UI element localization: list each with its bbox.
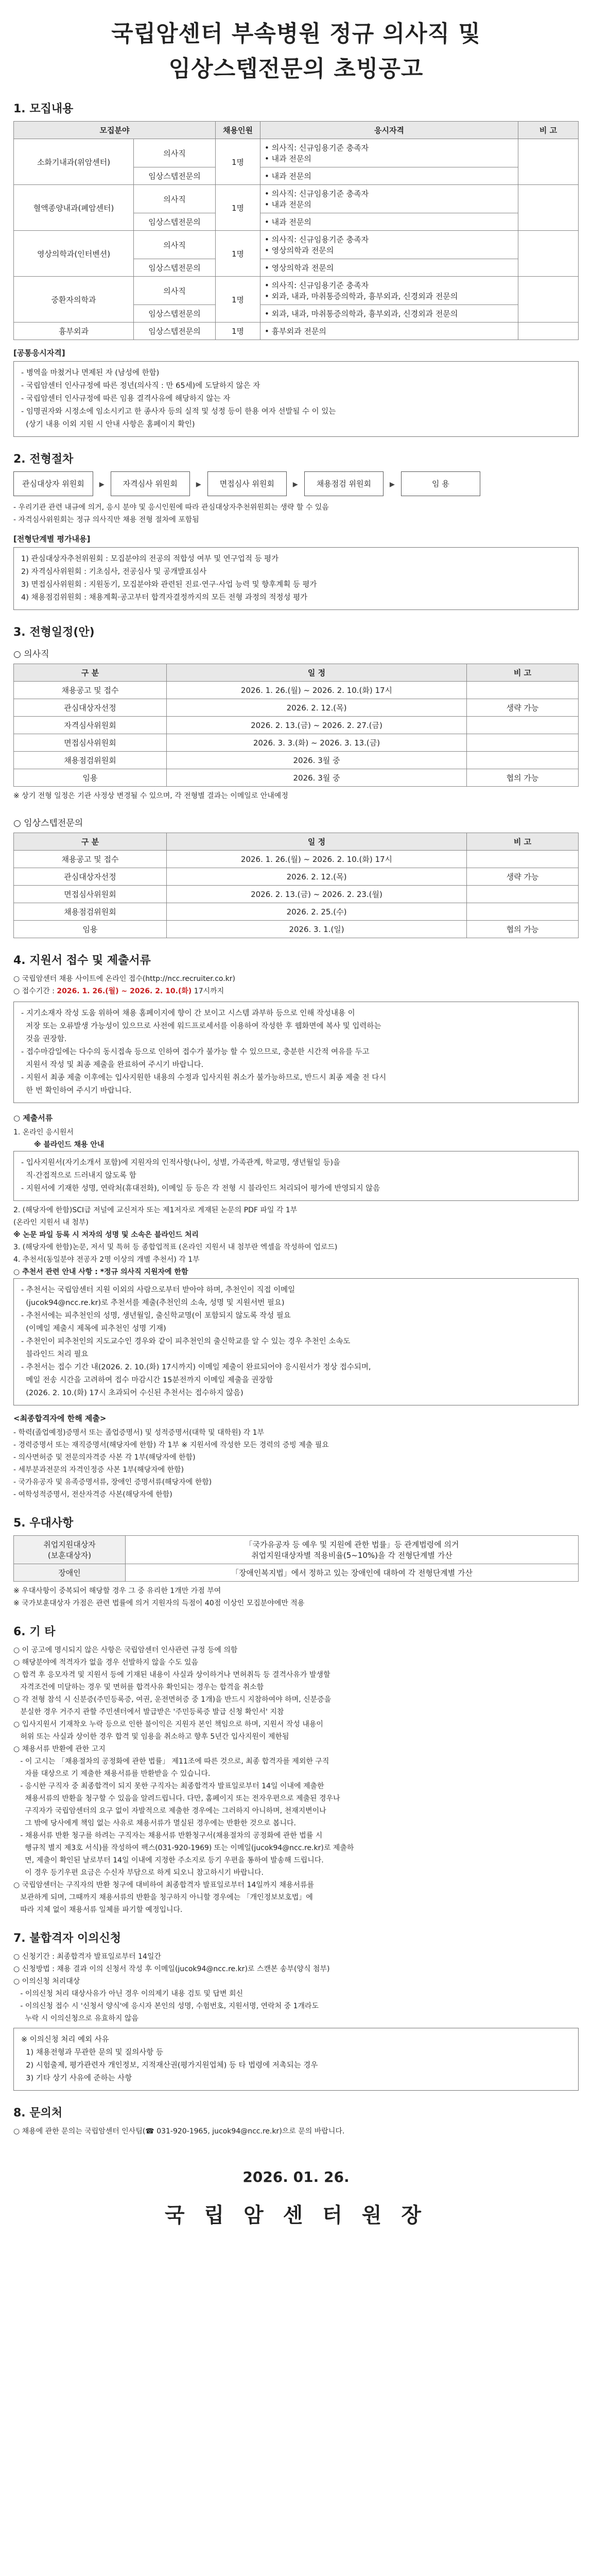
text-line: ○ 국립암센터는 구직자의 반환 청구에 대비하여 최종합격자 발표일로부터 14일까지 채용서류를 [13,1881,314,1889]
text-line: - 지기소재자 작성 도움 위하여 채용 홈페이지에 향이 간 보이고 시스템 과부하 등으로 인해 작성내용 이 [21,1009,355,1018]
table-row [14,851,579,868]
schedule-cell: 임용 [14,769,167,787]
schedule-cell: 협의 가능 [467,921,579,938]
text-line: 것을 권장함. [21,1035,67,1043]
period-label: ○ 접수기간 : [13,987,57,995]
col-header: 응시자격 [260,122,518,139]
count-cell: 1명 [216,323,260,340]
text-line: - 국립암센터 인사규정에 따른 정년(의사직 : 만 65세)에 도달하지 않은 자 [21,382,260,390]
schedule-cell [467,752,579,769]
text-line: - 자격심사위원회는 정규 의사직만 채용 전형 절차에 포함됨 [13,516,199,524]
submit-item-2: 2. (해당자에 한함)SCI급 저널에 교신저자 또는 제1저자로 게재된 논문의 PDF 파일 각 1부 [13,1206,298,1214]
col-header: 비 고 [467,833,579,851]
text-line: ○ 이 공고에 명시되지 않은 사항은 국립암센터 인사관련 규정 등에 의함 [13,1646,238,1654]
notice-date: 2026. 01. 26. [242,2168,350,2185]
text-line: ※ 이의신청 처리 예외 사유 [21,2036,109,2044]
qual-cell [260,323,518,340]
qual-line: • 내과 전문의 [265,217,311,227]
process-notes [13,501,579,526]
text-line: - 국가유공자 및 유족증명서류, 장애인 증명서류(해당자에 한함) [13,1478,212,1486]
table-row [14,1536,579,1564]
schedule-cell: 면접심사위원회 [14,886,167,903]
text-line: 1) 채용전형과 무관한 문의 및 질의사항 등 [21,2048,163,2057]
table-row [14,699,579,717]
count-cell: 1명 [216,185,260,231]
table-row [14,717,579,734]
text-line: - 입사지원서(자기소개서 포함)에 지원자의 인적사항(나이, 성별, 가족관계, 학교명, 생년월일 등)을 [21,1159,341,1167]
schedule-subheading: ○ 임상스텝전문의 [13,818,83,828]
col-header: 일 정 [167,833,467,851]
title-line-1: 국립암센터 부속병원 정규 의사직 및 [111,21,481,47]
col-header: 일 정 [167,664,467,682]
section-heading: 2. 전형절차 [13,453,74,466]
section-heading: 5. 우대사항 [13,1517,74,1530]
criteria-box [13,547,579,610]
table-row [14,231,579,259]
schedule-cell: 2026. 2. 12.(목) [167,868,467,886]
qual-cell [260,167,518,185]
text-line: 보관하게 되며, 그때까지 채용서류의 반환을 청구하지 아니할 경우에는 「개인정보보호법」에 [13,1893,313,1902]
misc-lines [13,1644,579,1916]
text-line: 저장 또는 오류발생 가능성이 있으므로 사전에 워드프로세서를 이용하여 작성한 후 웹화면에 복사 및 입력하는 [21,1022,381,1030]
type-cell: 임상스텝전문의 [134,305,216,323]
text-line: 자격조건에 미달하는 경우 및 면허를 합격사유 확인되는 경우는 합격을 취소함 [13,1683,264,1691]
apply-period-line [13,985,579,997]
submit-item-2-note: ※ 논문 파일 등록 시 저자의 성명 및 소속은 블라인드 처리 [13,1231,199,1239]
blind-box [13,1151,579,1201]
qual-line: • 의사직: 신규임용기준 충족자 [265,235,369,244]
process-step: 자격심사 위원회 [111,471,190,496]
section-heading: 1. 모집내용 [13,103,74,115]
contact-line[interactable]: ○ 채용에 관한 문의는 국립암센터 인사팀(☎ 031-920-1965, jucok94@ncc.re.kr)으로 문의 바랍니다. [13,2127,345,2136]
table-row [14,1564,579,1582]
col-header: 비 고 [518,122,579,139]
schedule-cell: 생략 가능 [467,699,579,717]
schedule-cell [467,903,579,921]
text-line: - 이 고시는 「채용절차의 공정화에 관한 법률」 제11조에 따른 것으로, 최종 합격자를 제외한 구직 [13,1757,329,1766]
table-row [14,185,579,213]
preference-table [13,1535,579,1582]
qual-line: • 영상의학과 전문의 [265,246,334,255]
text-line: 따라 지체 없이 채용서류 일체를 파기할 예정입니다. [13,1906,183,1914]
recruit-table [13,121,579,340]
process-step: 관심대상자 위원회 [13,471,93,496]
text-line: 3) 면접심사위원회 : 지원동기, 모집분야와 관련된 진료·연구·사업 능력 및 향후계획 등 평가 [21,581,317,589]
text-line: ○ 입사지원서 기재착오 누락 등으로 인한 불이익은 지원자 본인 책임으로 하며, 지원서 작성 내용이 [13,1720,323,1728]
text-line: 그 밖에 당사에게 책임 없는 사유로 채용서류가 멸실된 경우에는 반환한 것으로 봅니다. [13,1819,296,1827]
text-line: 메일 전송 시간을 고려하여 접수 마감시간 15분전까지 이메일 제출을 권장함 [21,1376,273,1384]
type-cell: 의사직 [134,277,216,305]
text-line: ○ 채용서류 반환에 관한 고지 [13,1745,106,1753]
arrow-icon: ▸ [196,478,201,490]
qual-line: • 의사직: 신규임용기준 충족자 [265,143,369,152]
text-line: ※ 우대사항이 중복되어 해당할 경우 그 중 유리한 1개만 가점 부여 [13,1587,221,1595]
table-row [14,903,579,921]
schedule-cell: 관심대상자선정 [14,868,167,886]
text-line: ○ 해당분야에 적격자가 없을 경우 선발하지 않을 수도 있음 [13,1658,198,1667]
qual-cell [260,139,518,167]
text-line: 3) 기타 상기 사유에 준하는 사항 [21,2074,132,2082]
pref-detail: 「국가유공자 등 예우 및 지원에 관한 법률」등 관계법령에 의거 취업지원대상자별 적용비율(5~10%)을 각 전형단계별 가산 [126,1536,579,1564]
qual-line: • 내과 전문의 [265,172,311,181]
schedule-cell: 채용점검위원회 [14,903,167,921]
period-dates: 2026. 1. 26.(월) ~ 2026. 2. 10.(화) [57,987,192,995]
text-line: - 채용서류 반환 청구를 하려는 구직자는 채용서류 반환청구서(채용절차의 공정화에 관한 법률 시 [13,1832,323,1840]
text-line: ○ 각 전형 참석 시 신분증(주민등록증, 여권, 운전면허증 중 1개)을 반드시 지참하여야 하며, 신분증을 [13,1696,332,1704]
schedule-cell: 채용공고 및 접수 [14,851,167,868]
submit-item-1: 1. 온라인 응시원서 [13,1128,74,1137]
type-cell: 임상스텝전문의 [134,213,216,231]
schedule-cell: 면접심사위원회 [14,734,167,752]
schedule-cell [467,886,579,903]
qual-line: • 내과 전문의 [265,154,311,163]
text-line: - 추천서는 접수 기간 내(2026. 2. 10.(화) 17시까지) 이메일 제출이 완료되어야 응시원서가 정상 접수되며, [21,1363,371,1371]
pref-category: 장애인 [14,1564,126,1582]
schedule-cell [467,717,579,734]
text-line: - 응시한 구직자 중 최종합격이 되지 못한 구직자는 최종합격자 발표일로부터 14일 이내에 제출한 [13,1782,324,1790]
section-contact [13,2104,579,2138]
process-step: 채용점검 위원회 [304,471,384,496]
schedule-table-doctor [13,664,579,787]
text-line: - 이의신청 처리 대상사유가 아닌 경우 이의제기 내용 검토 및 답변 회신 [13,1990,243,1998]
count-cell: 1명 [216,231,260,277]
qual-line: • 외과, 내과, 마취통증의학과, 흉부외과, 신경외과 전문의 [265,309,458,318]
section-process [13,450,579,610]
text-line: - 여학성적증명서, 전산자격증 사본(해당자에 한함) [13,1490,172,1499]
schedule-note: ※ 상기 전형 일정은 기관 사정상 변경될 수 있으며, 각 전형별 결과는 이메일로 안내예정 [13,792,288,800]
col-header: 구 분 [14,833,167,851]
type-cell: 의사직 [134,185,216,213]
text-line: 2) 시험출제, 평가관련자 개인정보, 지적재산권(평가지원업체) 등 타 법령에 저촉되는 경우 [21,2061,318,2070]
col-header: 모집분야 [14,122,216,139]
text-line: 직·간접적으로 드러내지 않도록 함 [21,1172,136,1180]
text-line: ※ 국가보훈대상자 가점은 관련 법률에 의거 지원자의 득점이 40점 이상인 모집분야에만 적용 [13,1599,305,1607]
page-title [0,16,592,87]
text-line: 분실한 경우 거주지 관할 주민센터에서 발급받은 '주민등록증 발급 신청 확인서' 지참 [13,1708,284,1716]
text-line: (jucok94@ncc.re.kr)로 추천서를 제출(추천인의 소속, 성명 및 지원서번 필요) [21,1299,285,1307]
title-line-2: 임상스텝전문의 초빙공고 [168,56,424,82]
section-heading: 7. 불합격자 이의신청 [13,1932,121,1945]
submit-item-3: 3. (해당자에 한함)논문, 저서 및 특허 등 종합업적표 (온라인 지원서 내 첨부란 엑셀을 작성하여 업로드) [13,1243,338,1251]
schedule-cell: 2026. 3월 중 [167,769,467,787]
text-line: 구직자가 국립암센터의 요구 없이 자발적으로 제출한 경우에는 그러하지 아니하며, 천재지변이나 [13,1807,326,1815]
dept-cell: 혈액종양내과(폐암센터) [14,185,134,231]
text-line: - 경력증명서 또는 재직증명서(해당자에 한함) 각 1부 ※ 지원서에 작성한 모든 경력의 증빙 제출 필요 [13,1441,329,1449]
qual-line: • 흉부외과 전문의 [265,327,326,336]
submit-item-4: 4. 추천서(동일분야 전공자 2명 이상의 개별 추천서) 각 1부 [13,1256,200,1264]
text-line: 2) 자격심사위원회 : 기초심사, 전공심사 및 공개발표심사 [21,568,207,576]
remark-cell [518,323,579,340]
apply-caution-box [13,1002,579,1103]
text-line: 행규칙 별지 제3호 서식)를 작성하여 팩스(031-920-1969) 또는 이메일(jucok94@ncc.re.kr)로 제출하 [13,1844,354,1852]
section-misc [13,1623,579,1916]
section-preference [13,1514,579,1609]
table-row [14,734,579,752]
remark-cell [518,277,579,323]
section-recruit [13,100,579,437]
pref-category: 취업지원대상자 (보훈대상자) [14,1536,126,1564]
schedule-cell: 관심대상자선정 [14,699,167,717]
schedule-cell: 2026. 3. 3.(화) ~ 2026. 3. 13.(금) [167,734,467,752]
recommend-box [13,1278,579,1405]
common-qual-box [13,361,579,437]
process-step: 임 용 [401,471,480,496]
text-line: - 세부분과전문의 자격인정증 사본 1부(해당자에 한함) [13,1466,184,1474]
apply-site-line [13,973,579,985]
text-line: - 우리기관 관련 내규에 의거, 응시 분야 및 응시인원에 따라 관심대상자추천위원회는 생략 할 수 있음 [13,503,329,512]
table-row [14,752,579,769]
text-line: - 추천서에는 피추천인의 성명, 생년월일, 출신학교명(이 포함되지 않도록 작성 필요 [21,1312,291,1320]
schedule-subheading: ○ 의사직 [13,649,49,659]
schedule-table-staff [13,833,579,938]
dept-cell: 소화기내과(위암센터) [14,139,134,185]
arrow-icon: ▸ [292,478,298,490]
table-row [14,277,579,305]
process-flow [13,471,579,496]
text-line: - 접수마감일에는 다수의 동시접속 등으로 인하여 접수가 불가능 할 수 있으므로, 충분한 시간적 여유를 두고 [21,1048,370,1056]
submit-item-2-sub: (온라인 지원서 내 첨부) [13,1218,89,1227]
schedule-cell: 2026. 2. 12.(목) [167,699,467,717]
common-qual-heading: [공통응시자격] [13,348,65,358]
text-line: ○ 신청방법 : 채용 결과 이의 신청서 작성 후 이메일(jucok94@ncc.re.kr)로 스캔본 송부(양식 첨부) [13,1965,330,1973]
arrow-icon: ▸ [389,478,395,490]
type-cell: 의사직 [134,139,216,167]
section-heading: 3. 전형일정(안) [13,626,95,639]
appeal-lines [13,1951,579,2025]
section-schedule [13,623,579,938]
arrow-icon: ▸ [99,478,105,490]
text-line: 블라인드 처리 필요 [21,1350,89,1359]
recommend-info: ○ 추천서 관련 안내 사항 : *정규 의사직 지원자에 한함 [13,1268,188,1276]
text-line: - 임명권자와 시정소에 임소시키고 한 종사자 등의 실적 및 성정 등이 한용 여자 선발될 수 이 있는 [21,408,336,416]
appeal-exception-box [13,2028,579,2091]
final-docs-list [13,1427,579,1501]
text-line: 면, 제출이 확인된 날로부터 14일 이내에 지정한 주소지로 등기 우편을 통하여 발송해 드립니다. [13,1856,324,1865]
qual-cell [260,185,518,213]
schedule-cell: 채용점검위원회 [14,752,167,769]
text-line: - 의사면허증 및 전문의자격증 사본 각 1부(해당자에 한함) [13,1453,196,1462]
text-line: 자를 대상으로 기 제출한 채용서류를 반환받을 수 있습니다. [13,1770,211,1778]
qual-line: • 의사직: 신규임용기준 충족자 [265,281,369,290]
table-row [14,868,579,886]
text-line: - 지원서에 기재한 성명, 연락처(휴대전화), 이메일 등 등은 각 전형 시 블라인드 처리되어 평가에 반영되지 않음 [21,1184,380,1193]
type-cell: 임상스텝전문의 [134,167,216,185]
type-cell: 임상스텝전문의 [134,259,216,277]
preference-notes [13,1585,579,1609]
text-line: ○ 합격 후 응모자격 및 지원서 등에 기재된 내용이 사실과 상이하거나 면허취득 등 결격사유가 발생할 [13,1671,330,1679]
process-step: 면접심사 위원회 [207,471,287,496]
schedule-cell: 협의 가능 [467,769,579,787]
col-header: 구 분 [14,664,167,682]
text-line: 이 경우 등기우편 요금은 수신자 부담으로 하게 되오니 참고하시기 바랍니다. [13,1869,264,1877]
text-line: - 병역을 마쳤거나 면제된 자 (남성에 한함) [21,369,160,377]
pref-detail: 「장애인복지법」에서 정하고 있는 장애인에 대하여 각 전형단계별 가산 [126,1564,579,1582]
section-heading: 6. 기 타 [13,1625,56,1638]
schedule-cell: 2026. 3월 중 [167,752,467,769]
qual-cell [260,259,518,277]
period-deadline: 17시까지 [191,987,224,995]
schedule-cell: 2026. 1. 26.(월) ~ 2026. 2. 10.(화) 17시 [167,851,467,868]
text-line: ○ 신청기간 : 최종합격자 발표일로부터 14일간 [13,1953,161,1961]
text-line: (2026. 2. 10.(화) 17시 초과되어 수신된 추천서는 접수하지 않음) [21,1389,243,1397]
criteria-heading: [전형단계별 평가내용] [13,534,91,544]
final-docs-heading: <최종합격자에 한해 제출> [13,1414,107,1423]
text-line: 4) 채용점검위원회 : 채용계획·공고부터 합격자결정까지의 모든 전형 과정의 적정성 평가 [21,594,308,602]
qual-cell [260,231,518,259]
text-line: (상기 내용 이외 지원 시 안내 사항은 홈페이지 확인) [21,420,195,429]
text-line: - 국립암센터 인사규정에 따른 임용 결격사유에 해당하지 않는 자 [21,395,231,403]
dept-cell: 중환자의학과 [14,277,134,323]
schedule-cell: 2026. 2. 13.(금) ~ 2026. 2. 23.(월) [167,886,467,903]
apply-site-text[interactable]: ○ 국립암센터 채용 사이트에 온라인 접수(http://ncc.recruiter.co.kr) [13,975,236,983]
text-line: - 지원서 최종 제출 이후에는 입사지원한 내용의 수정과 입사지원 취소가 불가능하므로, 반드시 최종 제출 전 다시 [21,1074,387,1082]
schedule-cell: 생략 가능 [467,868,579,886]
qual-line: • 영상의학과 전문의 [265,263,334,273]
blind-notice: ※ 블라인드 채용 안내 [34,1141,105,1149]
table-row [14,769,579,787]
schedule-cell [467,851,579,868]
qual-line: • 의사직: 신규임용기준 충족자 [265,189,369,198]
text-line: - 이의신청 접수 시 '신청서 양식'에 응시자 본인의 성명, 수험번호, 지원서명, 연락처 중 1개라도 [13,2002,319,2010]
schedule-cell: 2026. 2. 13.(금) ~ 2026. 2. 27.(금) [167,717,467,734]
schedule-cell [467,734,579,752]
text-line: 1) 관심대상자추천위원회 : 모집분야의 전공의 적합성 여부 및 연구업적 등 평가 [21,555,279,563]
section-application [13,952,579,1501]
table-row [14,139,579,167]
table-row [14,886,579,903]
remark-cell [518,139,579,185]
schedule-cell: 자격심사위원회 [14,717,167,734]
schedule-cell [467,682,579,699]
text-line: 채용서류의 반환을 청구할 수 있음을 알려드립니다. 다만, 홈페이지 또는 전자우편으로 제출된 경우나 [13,1794,340,1803]
text-line: 허위 또는 사실과 상이한 경우 합격 및 임용을 취소하고 향후 5년간 입사지원이 제한됨 [13,1733,289,1741]
table-row [14,921,579,938]
count-cell: 1명 [216,277,260,323]
schedule-cell: 임용 [14,921,167,938]
count-cell: 1명 [216,139,260,185]
schedule-cell: 2026. 2. 25.(수) [167,903,467,921]
text-line: - 추천서는 국립암센터 지원 이외의 사람으로부터 받아야 하며, 추천인이 직접 이메일 [21,1286,295,1294]
schedule-cell: 채용공고 및 접수 [14,682,167,699]
text-line: (이메일 제출시 제목에 피추천인 성명 기재) [21,1325,166,1333]
submit-heading: ○ 제출서류 [13,1113,53,1123]
text-line: - 추천인이 피추천인의 지도교수인 경우와 같이 피추천인의 출신학교를 알 수 있는 경우 추천인 소속도 [21,1337,351,1346]
section-heading: 8. 문의처 [13,2107,63,2120]
table-row [14,682,579,699]
text-line: 한 번 확인하여 주시기 바랍니다. [21,1087,132,1095]
text-line: ○ 이의신청 처리대상 [13,1977,80,1986]
schedule-cell: 2026. 1. 26.(월) ~ 2026. 2. 10.(화) 17시 [167,682,467,699]
section-heading: 4. 지원서 접수 및 제출서류 [13,954,151,967]
schedule-cell: 2026. 3. 1.(일) [167,921,467,938]
col-header: 채용인원 [216,122,260,139]
text-line: 지원서 작성 및 최종 제출을 완료하여 주시기 바랍니다. [21,1061,204,1069]
type-cell: 의사직 [134,231,216,259]
remark-cell [518,185,579,231]
col-header: 비 고 [467,664,579,682]
qual-cell [260,213,518,231]
qual-line: • 외과, 내과, 마취통증의학과, 흉부외과, 신경외과 전문의 [265,292,458,301]
qual-cell [260,305,518,323]
table-row [14,323,579,340]
type-cell: 임상스텝전문의 [134,323,216,340]
qual-line: • 내과 전문의 [265,200,311,209]
remark-cell [518,231,579,277]
section-appeal [13,1929,579,2091]
dept-cell: 영상의학과(인터벤션) [14,231,134,277]
text-line: - 학력(졸업예정)증명서 또는 졸업증명서) 및 성적증명서(대학 및 대학원) 각 1부 [13,1429,265,1437]
issuer-name: 국 립 암 센 터 원 장 [164,2204,428,2227]
qual-cell [260,277,518,305]
text-line: 누락 시 이의신청으로 유효하지 않음 [13,2014,138,2023]
dept-cell: 흉부외과 [14,323,134,340]
